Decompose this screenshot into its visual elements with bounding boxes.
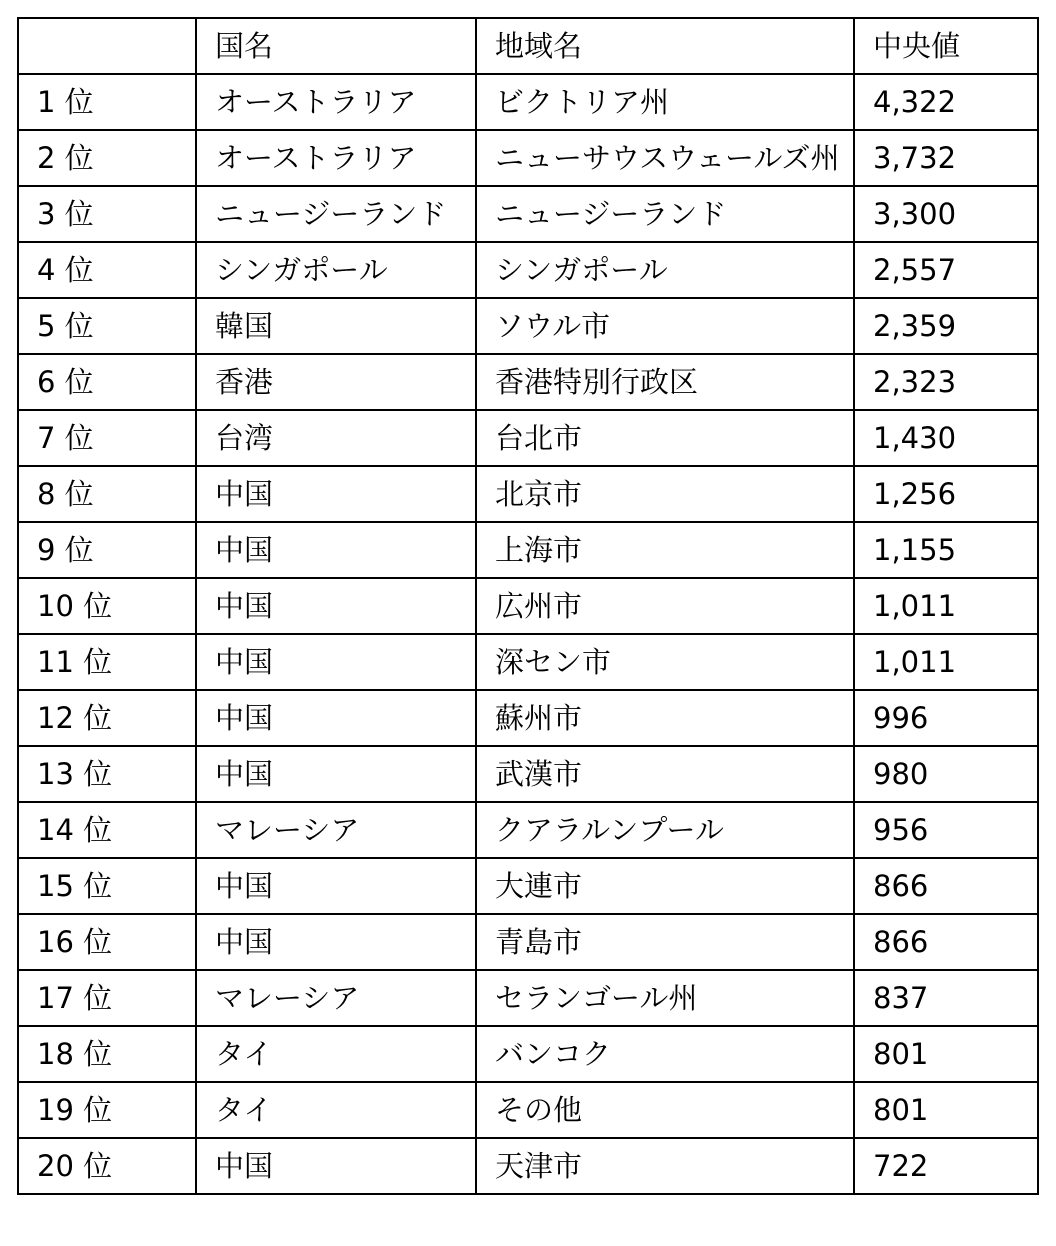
region-cell: 大連市 bbox=[476, 858, 854, 914]
region-cell: 北京市 bbox=[476, 466, 854, 522]
region-cell: クアラルンプール bbox=[476, 802, 854, 858]
country-cell: 中国 bbox=[196, 690, 476, 746]
rank-cell: 7 位 bbox=[18, 410, 196, 466]
rank-cell: 2 位 bbox=[18, 130, 196, 186]
rank-cell: 3 位 bbox=[18, 186, 196, 242]
median-cell: 1,011 bbox=[854, 578, 1038, 634]
region-cell: ニュージーランド bbox=[476, 186, 854, 242]
rank-cell: 1 位 bbox=[18, 74, 196, 130]
median-cell: 1,430 bbox=[854, 410, 1038, 466]
table-body bbox=[18, 74, 1038, 1194]
ranking-table bbox=[17, 17, 1039, 1195]
table-row bbox=[18, 858, 1038, 914]
region-cell: ソウル市 bbox=[476, 298, 854, 354]
table-row bbox=[18, 634, 1038, 690]
rank-cell: 20 位 bbox=[18, 1138, 196, 1194]
table-row bbox=[18, 466, 1038, 522]
region-cell: 上海市 bbox=[476, 522, 854, 578]
header-rank bbox=[18, 18, 196, 74]
rank-cell: 12 位 bbox=[18, 690, 196, 746]
median-cell: 1,256 bbox=[854, 466, 1038, 522]
region-cell: セランゴール州 bbox=[476, 970, 854, 1026]
country-cell: タイ bbox=[196, 1082, 476, 1138]
rank-cell: 5 位 bbox=[18, 298, 196, 354]
table-row bbox=[18, 130, 1038, 186]
region-cell: シンガポール bbox=[476, 242, 854, 298]
table-row bbox=[18, 1082, 1038, 1138]
median-cell: 956 bbox=[854, 802, 1038, 858]
median-cell: 3,732 bbox=[854, 130, 1038, 186]
region-cell: 青島市 bbox=[476, 914, 854, 970]
table-row bbox=[18, 1026, 1038, 1082]
rank-cell: 4 位 bbox=[18, 242, 196, 298]
rank-cell: 11 位 bbox=[18, 634, 196, 690]
header-region: 地域名 bbox=[476, 18, 854, 74]
median-cell: 1,011 bbox=[854, 634, 1038, 690]
rank-cell: 14 位 bbox=[18, 802, 196, 858]
region-cell: ビクトリア州 bbox=[476, 74, 854, 130]
country-cell: オーストラリア bbox=[196, 130, 476, 186]
region-cell: 広州市 bbox=[476, 578, 854, 634]
table-row bbox=[18, 690, 1038, 746]
rank-cell: 6 位 bbox=[18, 354, 196, 410]
table-row bbox=[18, 354, 1038, 410]
region-cell: 天津市 bbox=[476, 1138, 854, 1194]
table-row bbox=[18, 746, 1038, 802]
country-cell: 韓国 bbox=[196, 298, 476, 354]
header-median: 中央値 bbox=[854, 18, 1038, 74]
table-row bbox=[18, 410, 1038, 466]
country-cell: 中国 bbox=[196, 746, 476, 802]
rank-cell: 8 位 bbox=[18, 466, 196, 522]
table-header bbox=[18, 18, 1038, 74]
region-cell: その他 bbox=[476, 1082, 854, 1138]
country-cell: 中国 bbox=[196, 858, 476, 914]
median-cell: 3,300 bbox=[854, 186, 1038, 242]
table-row bbox=[18, 522, 1038, 578]
country-cell: マレーシア bbox=[196, 802, 476, 858]
country-cell: 中国 bbox=[196, 522, 476, 578]
region-cell: 台北市 bbox=[476, 410, 854, 466]
median-cell: 2,359 bbox=[854, 298, 1038, 354]
country-cell: 台湾 bbox=[196, 410, 476, 466]
header-row bbox=[18, 18, 1038, 74]
table-row bbox=[18, 914, 1038, 970]
country-cell: 中国 bbox=[196, 466, 476, 522]
median-cell: 801 bbox=[854, 1026, 1038, 1082]
table-row bbox=[18, 298, 1038, 354]
region-cell: 深セン市 bbox=[476, 634, 854, 690]
median-cell: 1,155 bbox=[854, 522, 1038, 578]
region-cell: 武漢市 bbox=[476, 746, 854, 802]
median-cell: 722 bbox=[854, 1138, 1038, 1194]
table-row bbox=[18, 802, 1038, 858]
rank-cell: 19 位 bbox=[18, 1082, 196, 1138]
table-row bbox=[18, 186, 1038, 242]
country-cell: ニュージーランド bbox=[196, 186, 476, 242]
rank-cell: 10 位 bbox=[18, 578, 196, 634]
country-cell: 香港 bbox=[196, 354, 476, 410]
table-row bbox=[18, 1138, 1038, 1194]
median-cell: 866 bbox=[854, 858, 1038, 914]
region-cell: バンコク bbox=[476, 1026, 854, 1082]
country-cell: シンガポール bbox=[196, 242, 476, 298]
region-cell: ニューサウスウェールズ州 bbox=[476, 130, 854, 186]
header-country: 国名 bbox=[196, 18, 476, 74]
median-cell: 2,323 bbox=[854, 354, 1038, 410]
country-cell: 中国 bbox=[196, 634, 476, 690]
region-cell: 蘇州市 bbox=[476, 690, 854, 746]
table-row bbox=[18, 578, 1038, 634]
country-cell: 中国 bbox=[196, 1138, 476, 1194]
rank-cell: 17 位 bbox=[18, 970, 196, 1026]
median-cell: 980 bbox=[854, 746, 1038, 802]
table-row bbox=[18, 74, 1038, 130]
rank-cell: 13 位 bbox=[18, 746, 196, 802]
rank-cell: 16 位 bbox=[18, 914, 196, 970]
country-cell: タイ bbox=[196, 1026, 476, 1082]
table-row bbox=[18, 242, 1038, 298]
median-cell: 801 bbox=[854, 1082, 1038, 1138]
median-cell: 866 bbox=[854, 914, 1038, 970]
table-row bbox=[18, 970, 1038, 1026]
country-cell: マレーシア bbox=[196, 970, 476, 1026]
rank-cell: 9 位 bbox=[18, 522, 196, 578]
rank-cell: 15 位 bbox=[18, 858, 196, 914]
median-cell: 2,557 bbox=[854, 242, 1038, 298]
country-cell: 中国 bbox=[196, 914, 476, 970]
country-cell: オーストラリア bbox=[196, 74, 476, 130]
rank-cell: 18 位 bbox=[18, 1026, 196, 1082]
region-cell: 香港特別行政区 bbox=[476, 354, 854, 410]
median-cell: 996 bbox=[854, 690, 1038, 746]
median-cell: 837 bbox=[854, 970, 1038, 1026]
country-cell: 中国 bbox=[196, 578, 476, 634]
median-cell: 4,322 bbox=[854, 74, 1038, 130]
